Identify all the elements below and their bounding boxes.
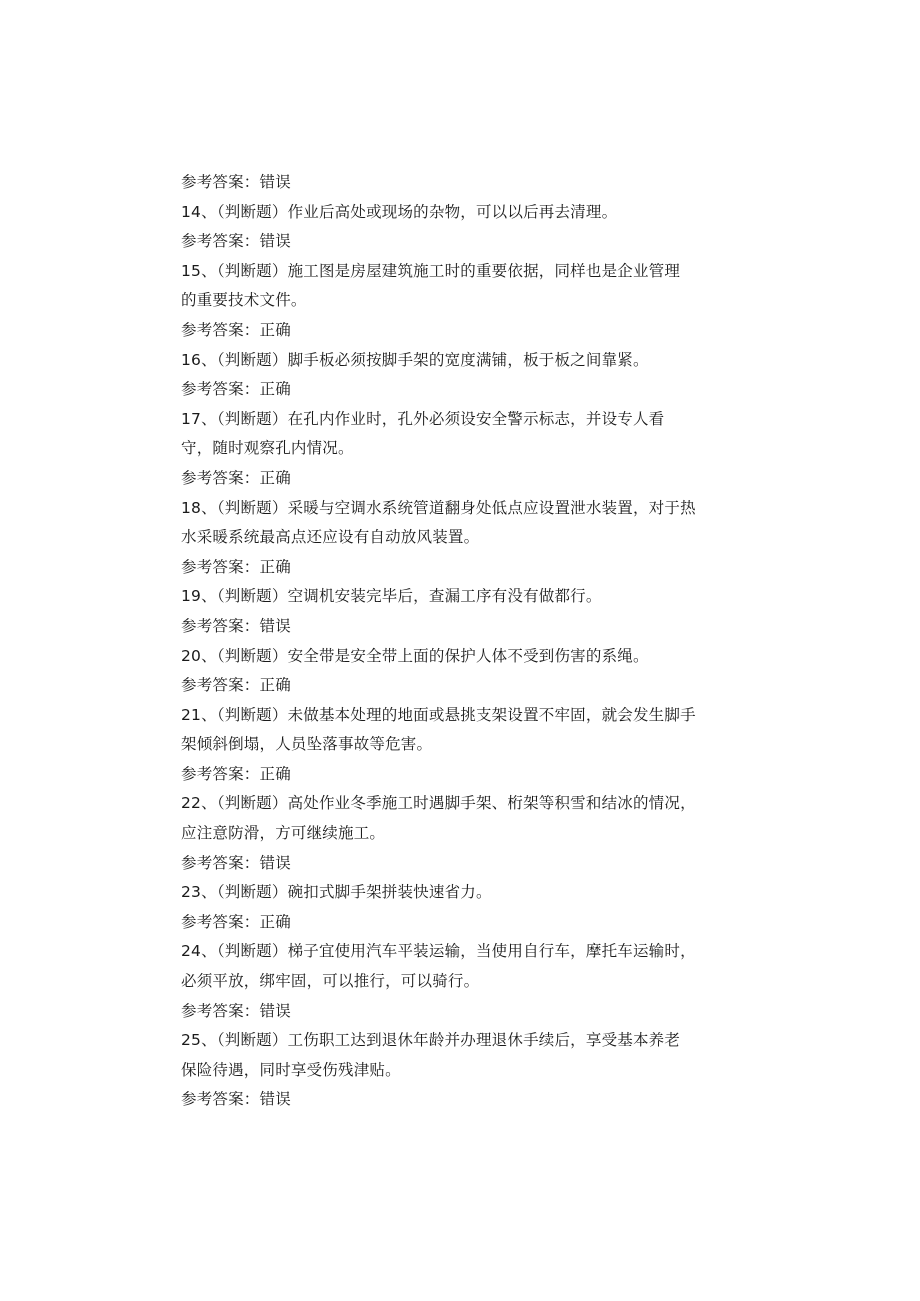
question-25: 25、（判断题）工伤职工达到退休年龄并办理退休手续后，享受基本养老 <box>181 1031 681 1050</box>
question-21-continued: 架倾斜倒塌，人员坠落事故等危害。 <box>181 735 433 754</box>
answer-line: 参考答案：错误 <box>181 232 291 251</box>
answer-line: 参考答案：错误 <box>181 173 291 191</box>
question-14: 14、（判断题）作业后高处或现场的杂物，可以以后再去清理。 <box>181 202 618 221</box>
question-24-continued: 必须平放，绑牢固，可以推行，可以骑行。 <box>181 972 480 991</box>
question-17-continued: 守，随时观察孔内情况。 <box>181 439 354 458</box>
answer-line: 参考答案：错误 <box>181 1001 291 1020</box>
question-15-continued: 的重要技术文件。 <box>181 291 307 310</box>
question-25-continued: 保险待遇，同时享受伤残津贴。 <box>181 1060 401 1079</box>
question-15: 15、（判断题）施工图是房屋建筑施工时的重要依据，同样也是企业管理 <box>181 261 681 280</box>
question-17: 17、（判断题）在孔内作业时，孔外必须设安全警示标志，并设专人看 <box>181 409 665 428</box>
question-20: 20、（判断题）安全带是安全带上面的保护人体不受到伤害的系绳。 <box>181 646 649 665</box>
question-24: 24、（判断题）梯子宜使用汽车平装运输，当使用自行车，摩托车运输时， <box>181 942 696 961</box>
answer-line: 参考答案：正确 <box>181 320 291 339</box>
question-18-continued: 水采暖系统最高点还应设有自动放风装置。 <box>181 528 480 547</box>
question-23: 23、（判断题）碗扣式脚手架拼装快速省力。 <box>181 883 492 902</box>
answer-line: 参考答案：错误 <box>181 1090 291 1109</box>
question-18: 18、（判断题）采暖与空调水系统管道翻身处低点应设置泄水装置，对于热 <box>181 498 696 517</box>
answer-line: 参考答案：正确 <box>181 676 291 695</box>
answer-line: 参考答案：正确 <box>181 912 291 931</box>
question-21: 21、（判断题）未做基本处理的地面或悬挑支架设置不牢固，就会发生脚手 <box>181 705 696 724</box>
document-body <box>181 168 761 1115</box>
question-19: 19、（判断题）空调机安装完毕后，查漏工序有没有做都行。 <box>181 587 602 606</box>
answer-line: 参考答案：正确 <box>181 557 291 576</box>
question-16: 16、（判断题）脚手板必须按脚手架的宽度满铺，板于板之间靠紧。 <box>181 350 649 369</box>
answer-line: 参考答案：正确 <box>181 380 291 399</box>
answer-line: 参考答案：正确 <box>181 468 291 487</box>
answer-line: 参考答案：正确 <box>181 764 291 783</box>
question-22-continued: 应注意防滑，方可继续施工。 <box>181 824 386 843</box>
question-22: 22、（判断题）高处作业冬季施工时遇脚手架、桁架等积雪和结冰的情况， <box>181 794 696 813</box>
answer-line: 参考答案：错误 <box>181 616 291 635</box>
answer-line: 参考答案：错误 <box>181 853 291 872</box>
